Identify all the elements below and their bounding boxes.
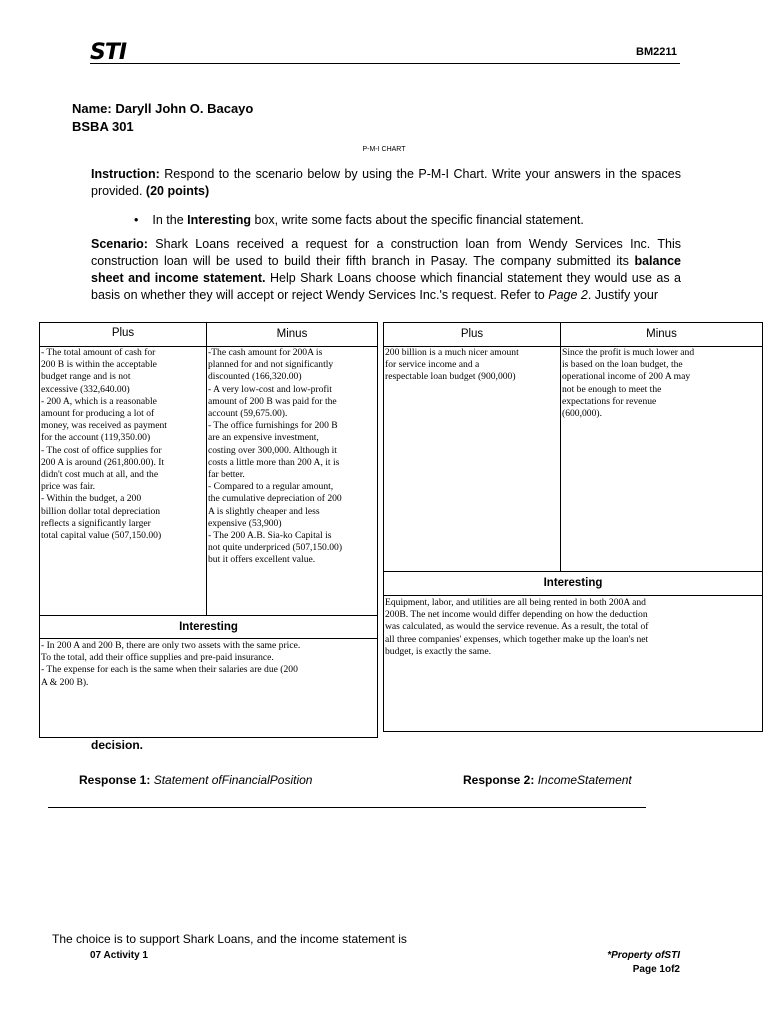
left-plus-header-cell (39, 322, 207, 347)
left-minus-text: -The cash amount for 200A is planned for and not significantly discounted (166,320.00) - A very low-cost and low-profit amount of 200 B was paid for the account (59,675.00). - The office furnishings for 200 B are an expensive investment, costing over 300,000. Although it costs a little more than 200 A, it is far better. - Compared to a regular amount, the cumulative depreciation of 200 A is slightly cheaper and less expensive (53,900) - The 200 A.B. Sia-ko Capital is not quite underpriced (507,150.00) but it offers excellent value. (208, 347, 343, 566)
response-divider (48, 807, 646, 808)
course-code: BM2211 (636, 46, 677, 58)
left-interesting-header: Interesting (179, 621, 238, 633)
page-title: P-M-I CHART (362, 146, 406, 153)
right-minus-cell (560, 346, 763, 572)
right-interesting-header: Interesting (543, 577, 603, 589)
right-minus-header: Minus (646, 328, 677, 340)
right-minus-text: Since the profit is much lower and is based on the loan budget, the operational income of 200 A may not be enough to meet the expectations for revenue (600,000). (562, 347, 695, 420)
right-interesting-text: Equipment, labor, and utilities are all being rented in both 200A and 200B. The net income would differ depending on how the deduction was calculated, as would the service revenue. As a result, the total of all three companies' expenses, which together make up the loan's net budget, is exactly the same. (385, 597, 649, 657)
response-1-value: Statement ofFinancialPosition (153, 773, 313, 787)
left-plus-cell (39, 346, 207, 616)
left-minus-header-cell (206, 322, 378, 347)
instruction-points: (20 points) (145, 184, 210, 198)
sti-logo: STI (90, 40, 127, 65)
response-2 (463, 773, 632, 787)
scenario-text-1: Shark Loans received a request for a construction loan from Wendy Services Inc. This construction loan will be used to build their fifth branch in Pasay. The company submitted its (91, 237, 681, 268)
right-interesting-cell (383, 595, 763, 732)
scenario-paragraph (91, 236, 681, 304)
student-name: Name: Daryll John O. Bacayo (72, 101, 254, 116)
left-interesting-text: - In 200 A and 200 B, there are only two assets with the same price. To the total, add their office supplies and pre-paid insurance. - The expense for each is the same when their salaries are due (200 A & 200 B). (41, 640, 301, 688)
instruction-paragraph (91, 166, 681, 200)
left-minus-header: Minus (276, 328, 308, 340)
left-plus-header: Plus (111, 327, 135, 339)
header-divider (90, 63, 680, 64)
bullet-prefix: In the (152, 213, 188, 227)
response-2-value: IncomeStatement (537, 773, 632, 787)
scenario-label: Scenario: (91, 237, 148, 251)
scenario-text-3: . Justify your (587, 288, 659, 302)
bullet-rest: box, write some facts about the specific financial statement. (251, 213, 584, 227)
right-minus-header-cell (560, 322, 763, 347)
left-plus-text: - The total amount of cash for 200 B is within the acceptable budget range and is not excessive (332,640.00) - 200 A, which is a reasonable amount for producing a lot of money, was received as payment for the account (119,350.00) - The cost of office supplies for 200 A is around (261,800.00). It didn't cost much at all, and the price was fair. - Within the budget, a 200 billion dollar total depreciation reflects a significantly larger total capital value (507,150.00) (41, 347, 167, 542)
right-interesting-header-cell (383, 571, 763, 596)
right-plus-header: Plus (460, 328, 484, 340)
left-interesting-header-cell (39, 615, 378, 639)
decision-word: decision. (91, 738, 144, 752)
scenario-text-2: Help Shark Loans choose which financial statement they would use as a basis on whether they will accept or reject Wendy Services Inc.'s request. Refer to (91, 271, 681, 302)
property-label: *Property ofSTI (607, 950, 680, 961)
activity-label: 07 Activity 1 (90, 950, 148, 961)
student-info (72, 100, 253, 136)
right-plus-text: 200 billion is a much nicer amount for service income and a respectable loan budget (900,000) (385, 347, 519, 383)
bullet-item (134, 213, 584, 227)
right-plus-header-cell (383, 322, 561, 347)
scenario-page-ref: Page 2 (548, 288, 588, 302)
instruction-label: Instruction: (91, 167, 160, 181)
conclusion-text: The choice is to support Shark Loans, and the income statement is (52, 932, 407, 946)
student-program: BSBA 301 (72, 119, 134, 134)
response-1 (79, 773, 312, 787)
page-number: Page 1of2 (632, 964, 680, 975)
response-1-label: Response 1: (79, 773, 151, 787)
bullet-dot: • (134, 213, 139, 227)
bullet-bold: Interesting (187, 213, 252, 227)
left-interesting-cell (39, 638, 378, 738)
response-2-label: Response 2: (463, 773, 535, 787)
instruction-text: Respond to the scenario below by using the P-M-I Chart. Write your answers in the spaces provided. (91, 167, 681, 198)
left-minus-cell (206, 346, 378, 616)
scenario-bold: balance sheet and income statement. (91, 254, 681, 285)
right-plus-cell (383, 346, 561, 572)
